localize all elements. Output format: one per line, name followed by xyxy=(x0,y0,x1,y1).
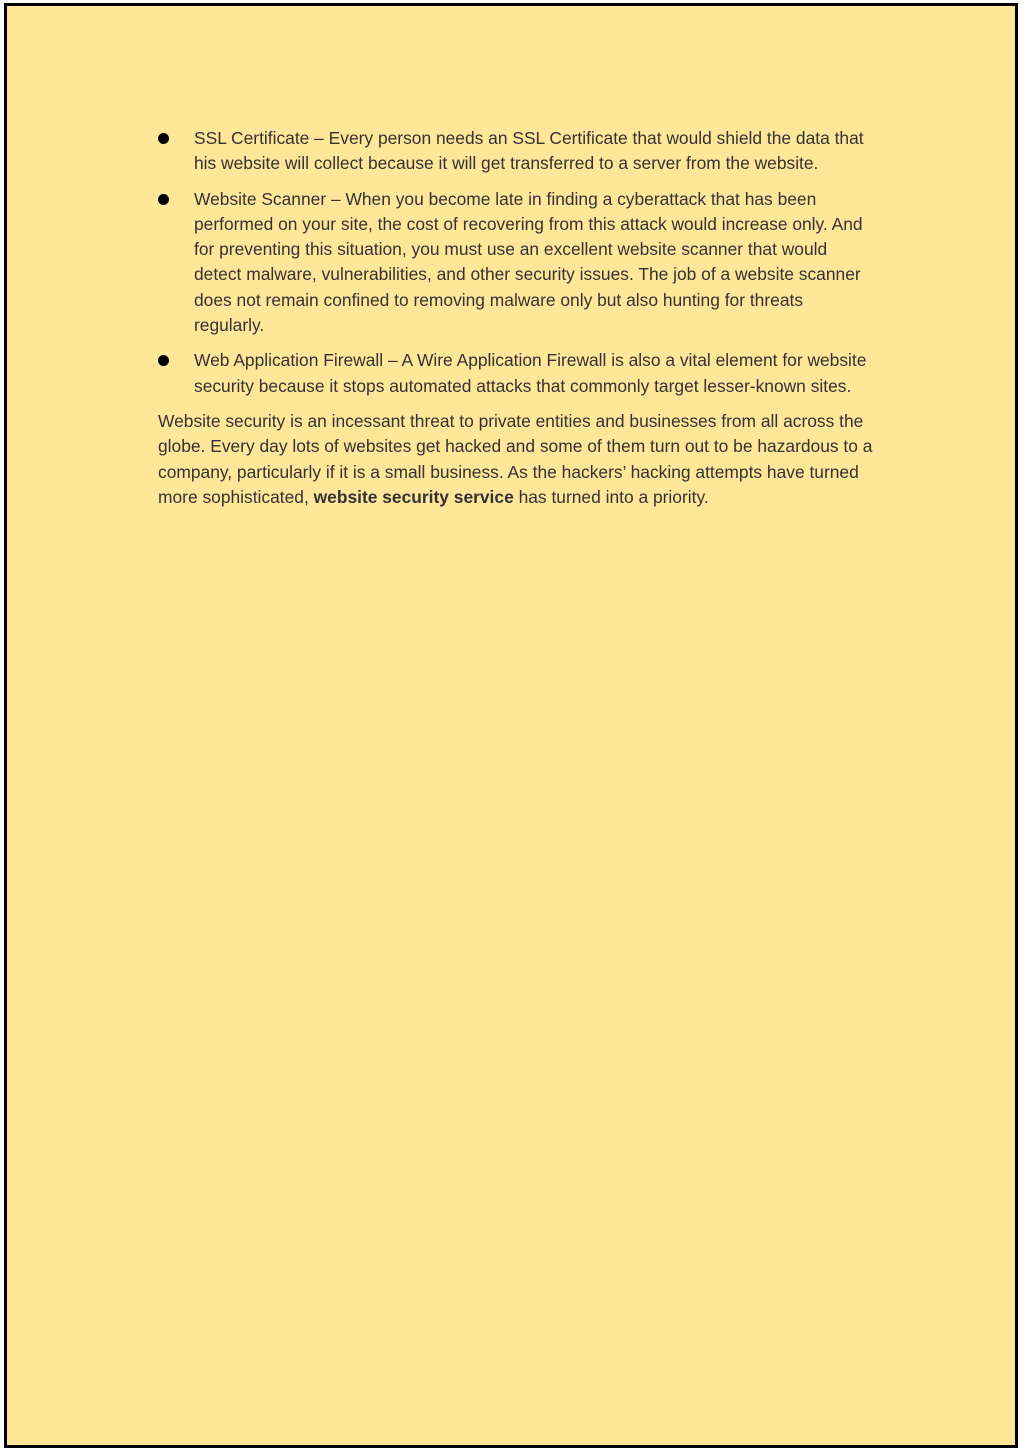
paragraph-bold-keyword: website security service xyxy=(313,486,514,507)
body-paragraph xyxy=(158,409,878,510)
bullet-icon xyxy=(158,194,169,205)
bullet-text: Website Scanner – When you become late in finding a cyberattack that has been performed on your site, the cost of recovering from this attack would increase only. And for preventing this situation, you must use an excellent website scanner that would detect malware, vulnerabilities, and other security issues. The job of a website scanner does not remain confined to removing malware only but also hunting for threats regularly. xyxy=(194,188,863,336)
bullet-item-web-application-firewall xyxy=(158,348,878,399)
bullet-list xyxy=(158,126,878,399)
paragraph-text-end: has turned into a priority. xyxy=(513,486,709,507)
paragraph-text-start: Website security is an incessant threat to private entities and businesses from all across the globe. Every day lots of websites get hacked and some of them turn out to be hazardous to a company, particularly if it is a small business. As the hackers’ hacking attempts have turned more sophisticated, xyxy=(158,410,873,507)
bullet-item-website-scanner xyxy=(158,187,878,339)
document-page xyxy=(4,3,1018,1448)
bullet-text: Web Application Firewall – A Wire Application Firewall is also a vital element for website security because it stops automated attacks that commonly target lesser-known sites. xyxy=(194,350,867,396)
bullet-item-ssl-certificate xyxy=(158,126,878,177)
bullet-icon xyxy=(158,355,169,366)
bullet-text: SSL Certificate – Every person needs an SSL Certificate that would shield the data that his website will collect because it will get transferred to a server from the website. xyxy=(194,128,864,174)
document-content xyxy=(158,126,878,510)
bullet-icon xyxy=(158,133,169,144)
